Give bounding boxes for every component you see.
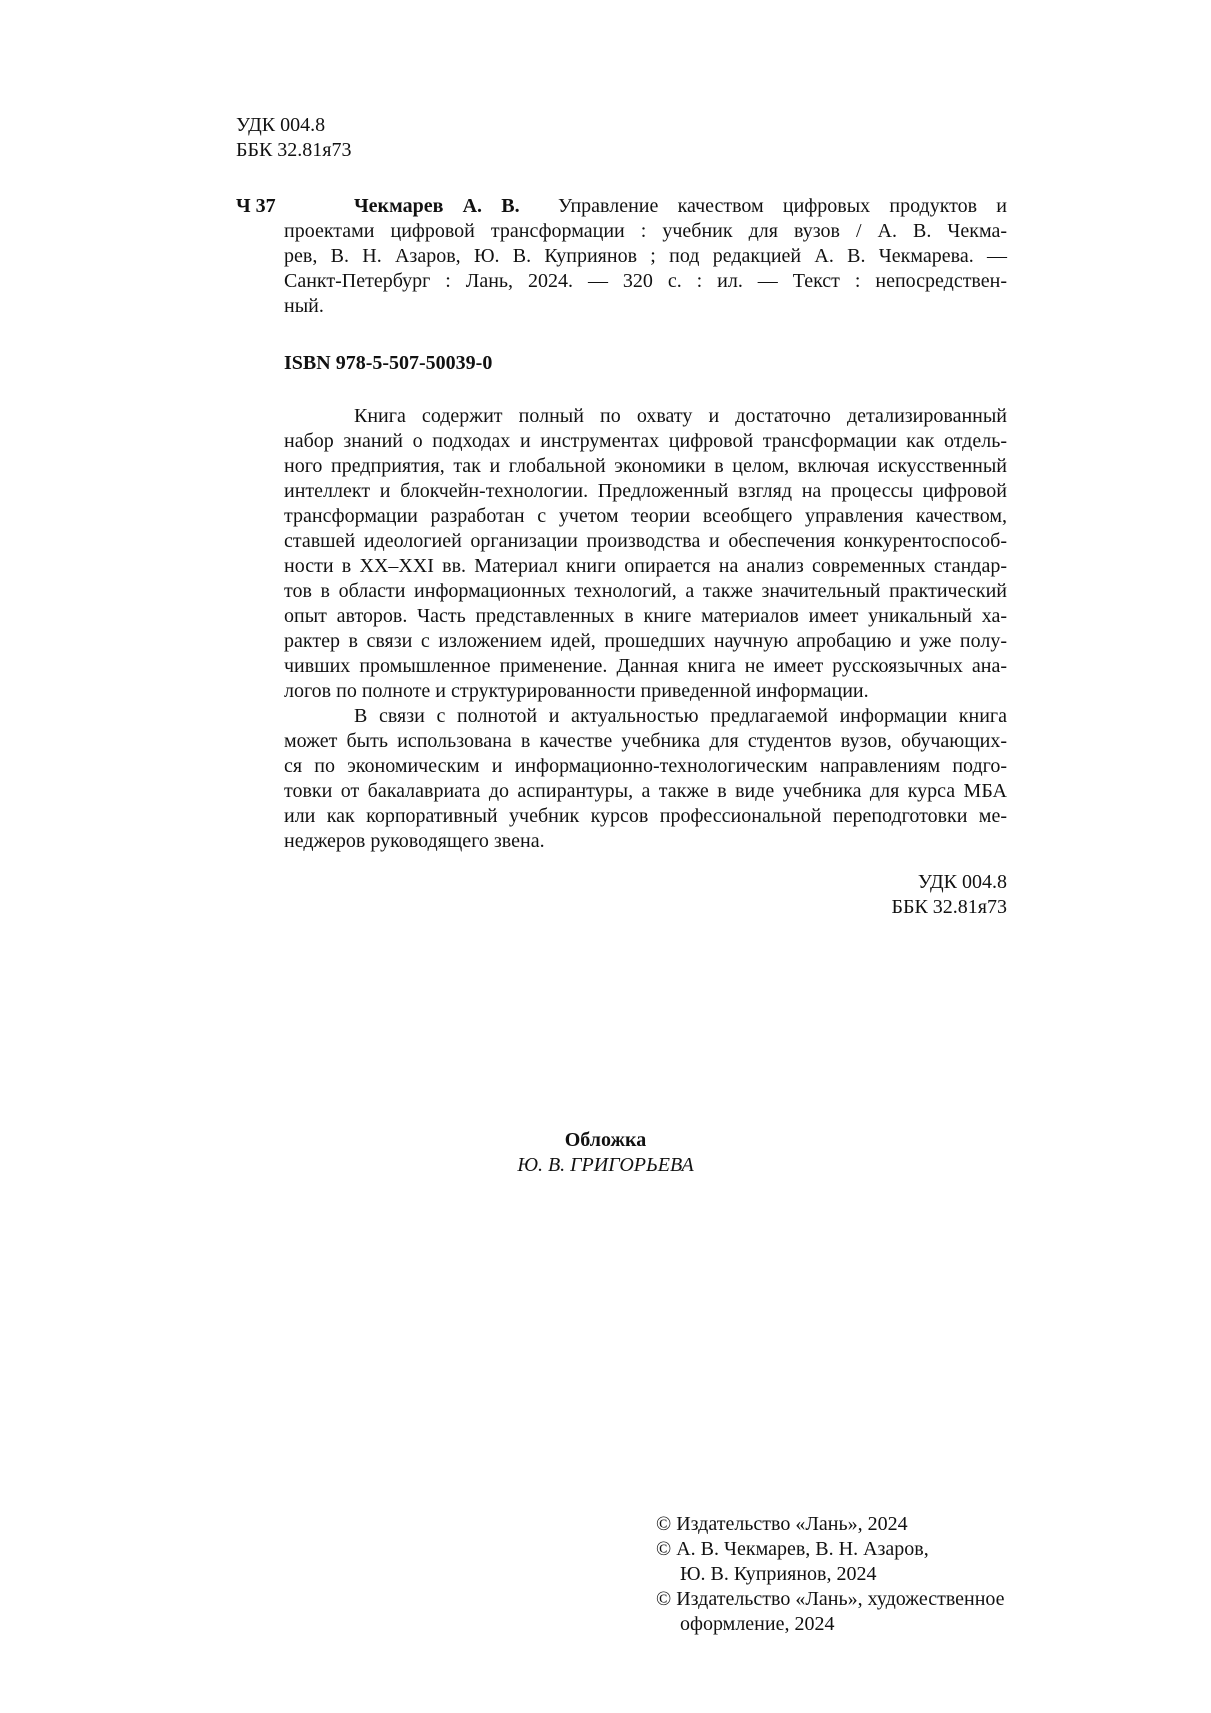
abstract-p1-line-4: интеллект и блокчейн-технологии. Предложенный взгляд на процессы цифровой — [284, 480, 1007, 502]
entry-line-5: ный. — [284, 295, 324, 317]
abstract-p1-line-6: ставшей идеологией организации производства и обеспечения конкурентоспособ- — [284, 530, 1007, 552]
copyright-line-1: © Издательство «Лань», 2024 — [656, 1513, 908, 1535]
isbn: ISBN 978-5-507-50039-0 — [284, 352, 493, 374]
abstract-p2-line-6: неджеров руководящего звена. — [284, 830, 545, 852]
copyright-line-3: Ю. В. Куприянов, 2024 — [680, 1563, 877, 1585]
abstract-p2-line-4: товки от бакалавриата до аспирантуры, а также в виде учебника для курса МБА — [284, 780, 1007, 802]
abstract-p2-line-5: или как корпоративный учебник курсов профессиональной переподготовки ме- — [284, 805, 1007, 827]
abstract-p1-line-10: рактер в связи с изложением идей, прошедших научную апробацию и уже полу- — [284, 630, 1007, 652]
copyright-line-5: оформление, 2024 — [680, 1613, 835, 1635]
entry-line-4: Санкт-Петербург : Лань, 2024. — 320 с. : ил. — Текст : непосредствен- — [284, 270, 1007, 292]
abstract-p1-line-9: опыт авторов. Часть представленных в книге материалов имеет уникальный ха- — [284, 605, 1007, 627]
entry-title-start: Управление качеством цифровых продуктов и — [558, 195, 1007, 217]
entry-line-3: рев, В. Н. Азаров, Ю. В. Куприянов ; под редакцией А. В. Чекмарева. — — [284, 245, 1007, 267]
udk-code-top: УДК 004.8 — [236, 114, 326, 136]
entry-line-2: проектами цифровой трансформации : учебник для вузов / А. В. Чекма- — [284, 220, 1007, 242]
author-name: Чекмарев А. В. — [354, 195, 520, 217]
copyright-line-2: © А. В. Чекмарев, В. Н. Азаров, — [656, 1538, 929, 1560]
bbk-code-bottom: ББК 32.81я73 — [891, 896, 1007, 918]
cover-label: Обложка — [564, 1129, 647, 1151]
abstract-p1-line-3: ного предприятия, так и глобальной экономики в целом, включая искусственный — [284, 455, 1007, 477]
abstract-p2-line-1: В связи с полнотой и актуальностью предлагаемой информации книга — [354, 705, 1007, 727]
abstract-p2-line-3: ся по экономическим и информационно-технологическим направлениям подго- — [284, 755, 1007, 777]
abstract-p1-line-8: тов в области информационных технологий, а также значительный практический — [284, 580, 1007, 602]
abstract-p1-line-11: чивших промышленное применение. Данная книга не имеет русскоязычных ана- — [284, 655, 1007, 677]
abstract-p1-line-2: набор знаний о подходах и инструментах цифровой трансформации как отдель- — [284, 430, 1007, 452]
entry-line-1 — [354, 194, 1007, 219]
abstract-p1-line-12: логов по полноте и структурированности приведенной информации. — [284, 680, 869, 702]
abstract-p1-line-7: ности в XX–XXI вв. Материал книги опирается на анализ современных стандар- — [284, 555, 1007, 577]
abstract-p1-line-5: трансформации разработан с учетом теории всеобщего управления качеством, — [284, 505, 1007, 527]
copyright-line-4: © Издательство «Лань», художественное — [656, 1588, 1005, 1610]
abstract-p1-line-1: Книга содержит полный по охвату и достаточно детализированный — [354, 405, 1007, 427]
udk-code-bottom: УДК 004.8 — [917, 871, 1007, 893]
bbk-code-top: ББК 32.81я73 — [236, 139, 352, 161]
abstract-p2-line-2: может быть использована в качестве учебника для студентов вузов, обучающих- — [284, 730, 1007, 752]
author-mark: Ч 37 — [236, 195, 276, 217]
cover-designer: Ю. В. ГРИГОРЬЕВА — [517, 1154, 694, 1176]
